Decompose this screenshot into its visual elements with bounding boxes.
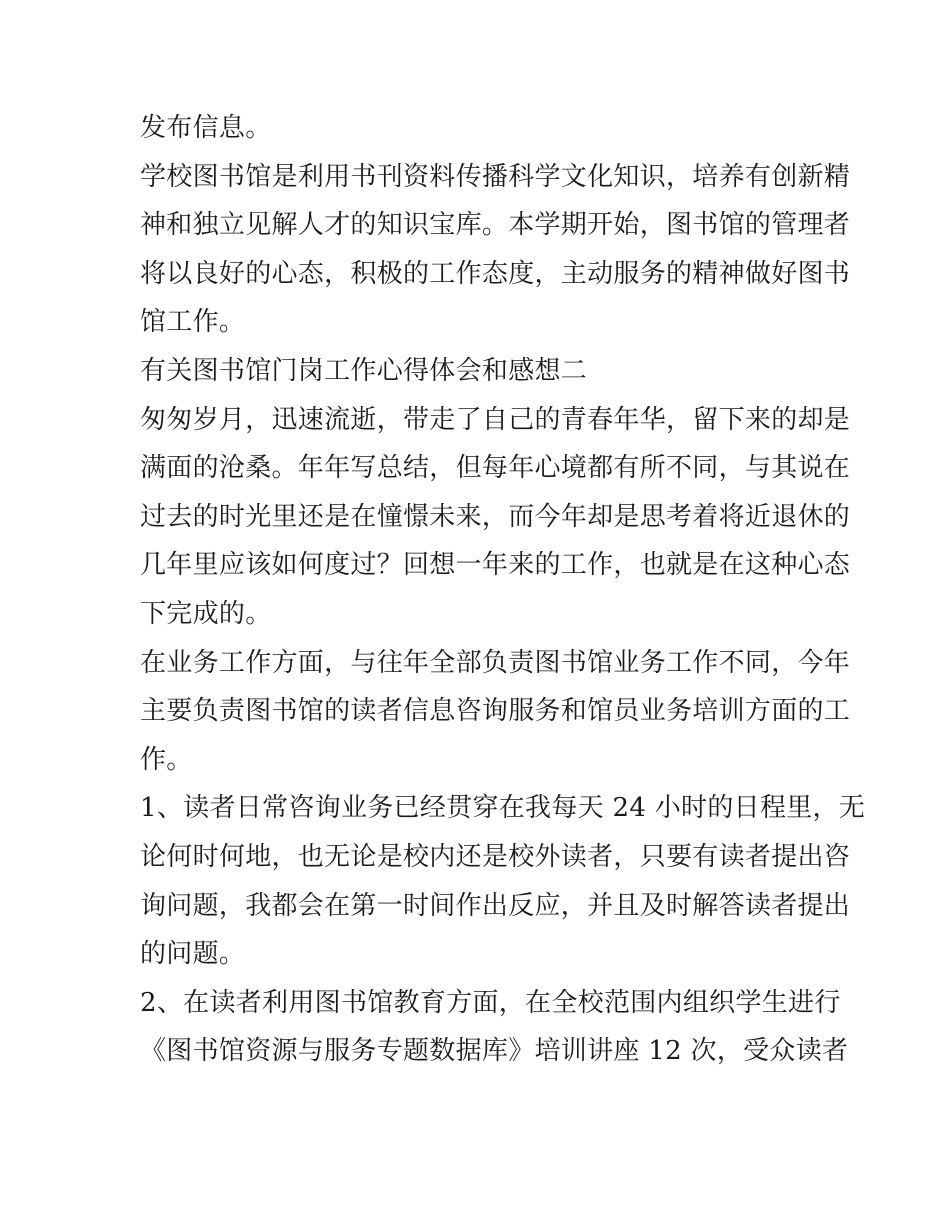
text-line: 满面的沧桑。年年写总结，但每年心境都有所不同，与其说在 <box>140 453 851 484</box>
text-line: 将以良好的心态，积极的工作态度，主动服务的精神做好图书 <box>140 258 851 289</box>
text-line: 神和独立见解人才的知识宝库。本学期开始，图书馆的管理者 <box>140 210 851 241</box>
text-line: 下完成的。 <box>140 598 272 629</box>
text-line: 询问题，我都会在第一时间作出反应，并且及时解答读者提出 <box>140 890 851 921</box>
text-line: 2、在读者利用图书馆教育方面，在全校范围内组织学生进行 <box>140 987 841 1018</box>
text-line: 学校图书馆是利用书刊资料传播科学文化知识，培养有创新精 <box>140 161 851 192</box>
text-line: 在业务工作方面，与往年全部负责图书馆业务工作不同，今年 <box>140 647 851 678</box>
text-line: 论何时何地，也无论是校内还是校外读者，只要有读者提出咨 <box>140 841 851 872</box>
text-line: 匆匆岁月，迅速流逝，带走了自己的青春年华，留下来的却是 <box>140 404 851 435</box>
list-item-1-consulting <box>140 784 866 978</box>
paragraph-business-work <box>140 639 851 785</box>
text-line: 1、读者日常咨询业务已经贯穿在我每天 24 小时的日程里，无 <box>140 793 866 824</box>
paragraph-library-intro <box>140 153 851 347</box>
list-item-2-education <box>140 979 849 1076</box>
paragraph-reflection <box>140 396 851 639</box>
paragraph-fragment-publish-info <box>140 104 820 153</box>
text-line: 主要负责图书馆的读者信息咨询服务和馆员业务培训方面的工 <box>140 696 851 727</box>
text-line: 发布信息。 <box>140 113 272 143</box>
document-body <box>140 104 866 1076</box>
text-line: 过去的时光里还是在憧憬未来，而今年却是思考着将近退休的 <box>140 501 851 532</box>
heading-text: 有关图书馆门岗工作心得体会和感想二 <box>140 355 588 386</box>
text-line: 《图书馆资源与服务专题数据库》培训讲座 12 次，受众读者 <box>140 1036 849 1067</box>
text-line: 作。 <box>140 744 193 775</box>
text-line: 的问题。 <box>140 939 246 970</box>
text-line: 几年里应该如何度过？回想一年来的工作，也就是在这种心态 <box>140 550 851 581</box>
text-line: 馆工作。 <box>140 307 246 338</box>
section-heading <box>140 347 820 396</box>
